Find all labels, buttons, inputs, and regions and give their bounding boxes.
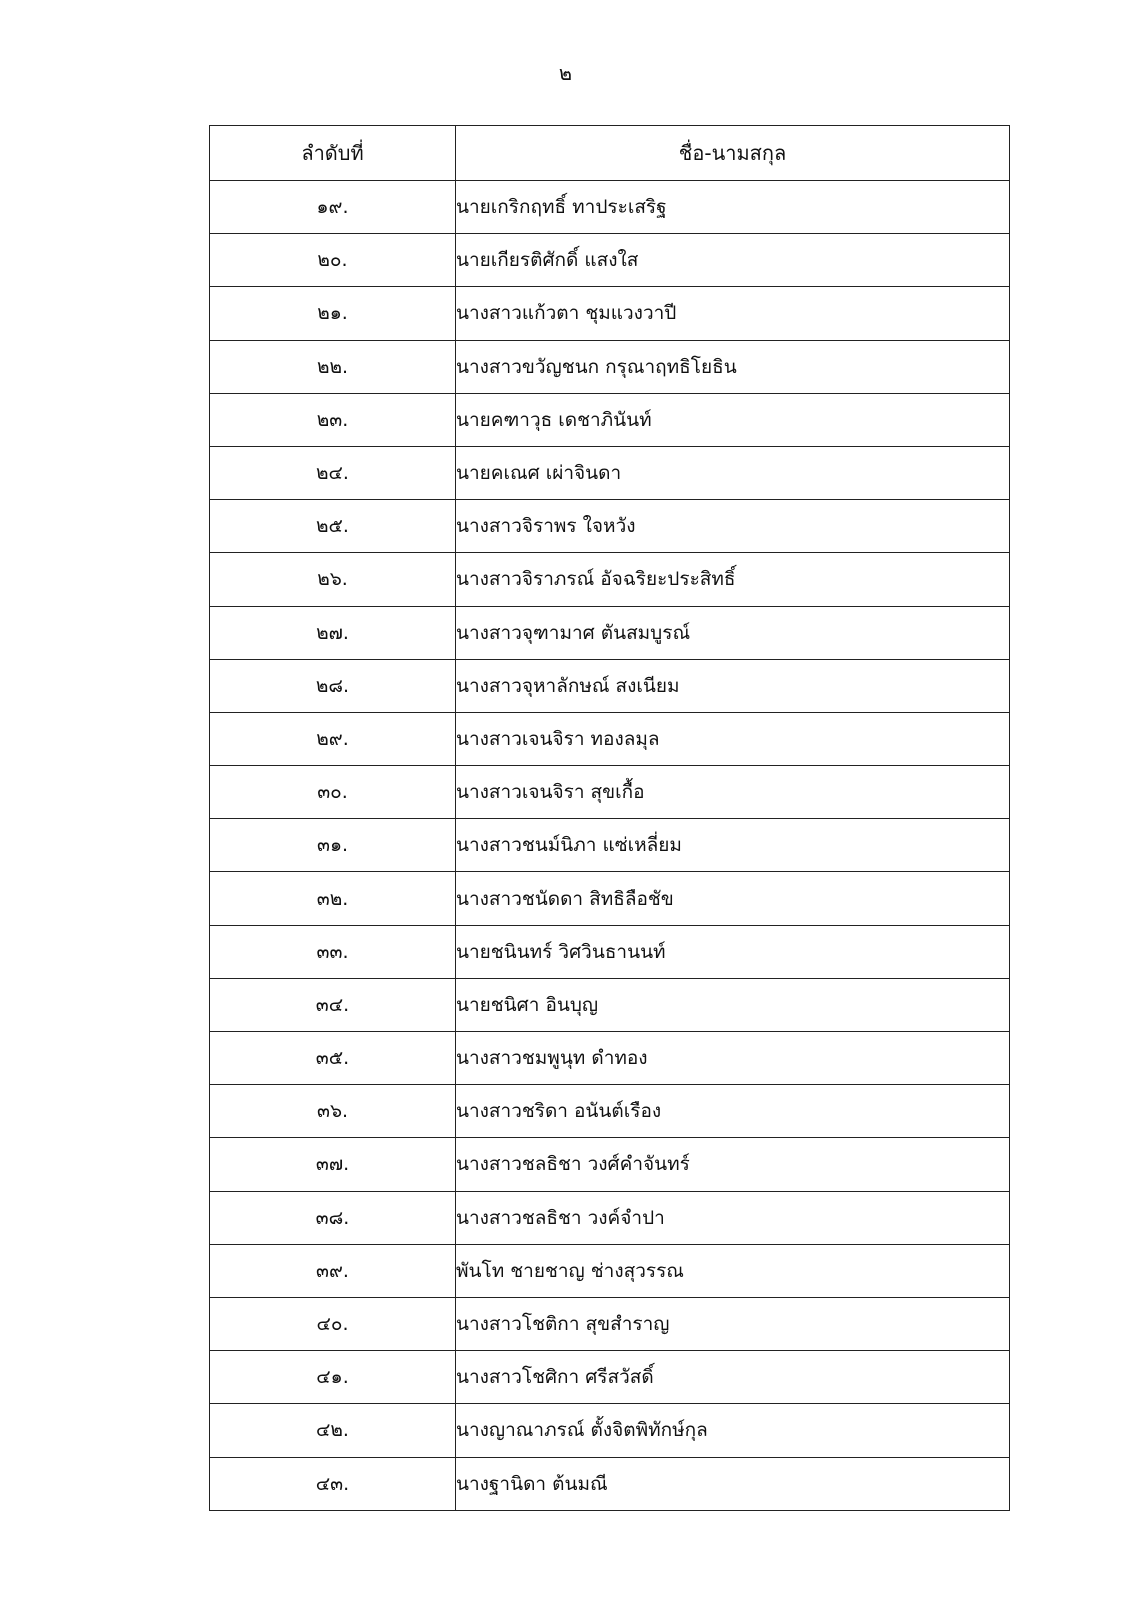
row-number: ๔๑. [210, 1351, 456, 1404]
row-name: นางสาวจุฑามาศ ตันสมบูรณ์ [456, 606, 1010, 659]
row-number: ๔๐. [210, 1297, 456, 1350]
row-name: นางสาวเจนจิรา สุขเกื้อ [456, 766, 1010, 819]
table-row [210, 1085, 1010, 1138]
row-number: ๒๔. [210, 446, 456, 499]
row-number: ๓๗. [210, 1138, 456, 1191]
row-name: นายชนิศา อินบุญ [456, 978, 1010, 1031]
table-row [210, 606, 1010, 659]
table-row [210, 1404, 1010, 1457]
table-row [210, 1244, 1010, 1297]
table-row [210, 1351, 1010, 1404]
row-number: ๒๘. [210, 659, 456, 712]
row-number: ๓๐. [210, 766, 456, 819]
row-number: ๓๔. [210, 978, 456, 1031]
row-name: นางสาวจุหาลักษณ์ สงเนียม [456, 659, 1010, 712]
row-name: นายคฑาวุธ เดชาภินันท์ [456, 393, 1010, 446]
row-number: ๓๘. [210, 1191, 456, 1244]
row-number: ๒๗. [210, 606, 456, 659]
row-name: นางสาวเจนจิรา ทองลมุล [456, 712, 1010, 765]
table-row [210, 1297, 1010, 1350]
row-number: ๒๕. [210, 500, 456, 553]
table-row [210, 1138, 1010, 1191]
row-number: ๒๓. [210, 393, 456, 446]
row-name: นางสาวชนัดดา สิทธิลือชัข [456, 872, 1010, 925]
row-name: นางสาวชริดา อนันต์เรือง [456, 1085, 1010, 1138]
row-number: ๒๒. [210, 340, 456, 393]
row-name: นางสาวจิราภรณ์ อัจฉริยะประสิทธิ์ [456, 553, 1010, 606]
row-name: นางสาวชนม์นิภา แซ่เหลี่ยม [456, 819, 1010, 872]
row-name: นายคเณศ เผ่าจินดา [456, 446, 1010, 499]
row-name: นางสาวขวัญชนก กรุณาฤทธิโยธิน [456, 340, 1010, 393]
row-name: นายเกริกฤทธิ์ ทาประเสริฐ [456, 181, 1010, 234]
row-number: ๒๙. [210, 712, 456, 765]
row-name: นางญาณาภรณ์ ตั้งจิตพิทักษ์กุล [456, 1404, 1010, 1457]
table-row [210, 500, 1010, 553]
table-row [210, 234, 1010, 287]
row-name: นางสาวชมพูนุท ดำทอง [456, 1032, 1010, 1085]
table-row [210, 287, 1010, 340]
table-row [210, 659, 1010, 712]
table-row [210, 1032, 1010, 1085]
table-row [210, 925, 1010, 978]
page-number: ๒ [558, 61, 573, 85]
table-row [210, 712, 1010, 765]
row-number: ๓๕. [210, 1032, 456, 1085]
table-row [210, 340, 1010, 393]
row-name: พันโท ชายชาญ ช่างสุวรรณ [456, 1244, 1010, 1297]
table-row [210, 1457, 1010, 1510]
table-row [210, 446, 1010, 499]
table-row [210, 181, 1010, 234]
row-name: นายชนินทร์ วิศวินธานนท์ [456, 925, 1010, 978]
row-name: นางฐานิดา ต้นมณี [456, 1457, 1010, 1510]
row-name: นางสาวจิราพร ใจหวัง [456, 500, 1010, 553]
row-number: ๒๖. [210, 553, 456, 606]
row-number: ๑๙. [210, 181, 456, 234]
row-number: ๓๓. [210, 925, 456, 978]
header-full-name: ชื่อ-นามสกุล [456, 126, 1010, 181]
row-number: ๒๐. [210, 234, 456, 287]
header-sequence-number: ลำดับที่ [210, 126, 456, 181]
row-name: นางสาวชลธิชา วงศ์คำจันทร์ [456, 1138, 1010, 1191]
row-name: นายเกียรติศักดิ์ แสงใส [456, 234, 1010, 287]
row-number: ๓๙. [210, 1244, 456, 1297]
row-number: ๓๒. [210, 872, 456, 925]
table-row [210, 978, 1010, 1031]
row-name: นางสาวแก้วตา ชุมแวงวาปี [456, 287, 1010, 340]
table-row [210, 393, 1010, 446]
table-row [210, 872, 1010, 925]
table-header-row [210, 126, 1010, 181]
name-list-table [209, 125, 1010, 1511]
table-row [210, 553, 1010, 606]
table-row [210, 1191, 1010, 1244]
table-row [210, 766, 1010, 819]
row-name: นางสาวชลธิชา วงค์จำปา [456, 1191, 1010, 1244]
row-name: นางสาวโชติกา สุขสำราญ [456, 1297, 1010, 1350]
row-number: ๒๑. [210, 287, 456, 340]
row-number: ๓๑. [210, 819, 456, 872]
row-number: ๔๓. [210, 1457, 456, 1510]
row-number: ๓๖. [210, 1085, 456, 1138]
table-row [210, 819, 1010, 872]
row-number: ๔๒. [210, 1404, 456, 1457]
row-name: นางสาวโชศิกา ศรีสวัสดิ์ [456, 1351, 1010, 1404]
